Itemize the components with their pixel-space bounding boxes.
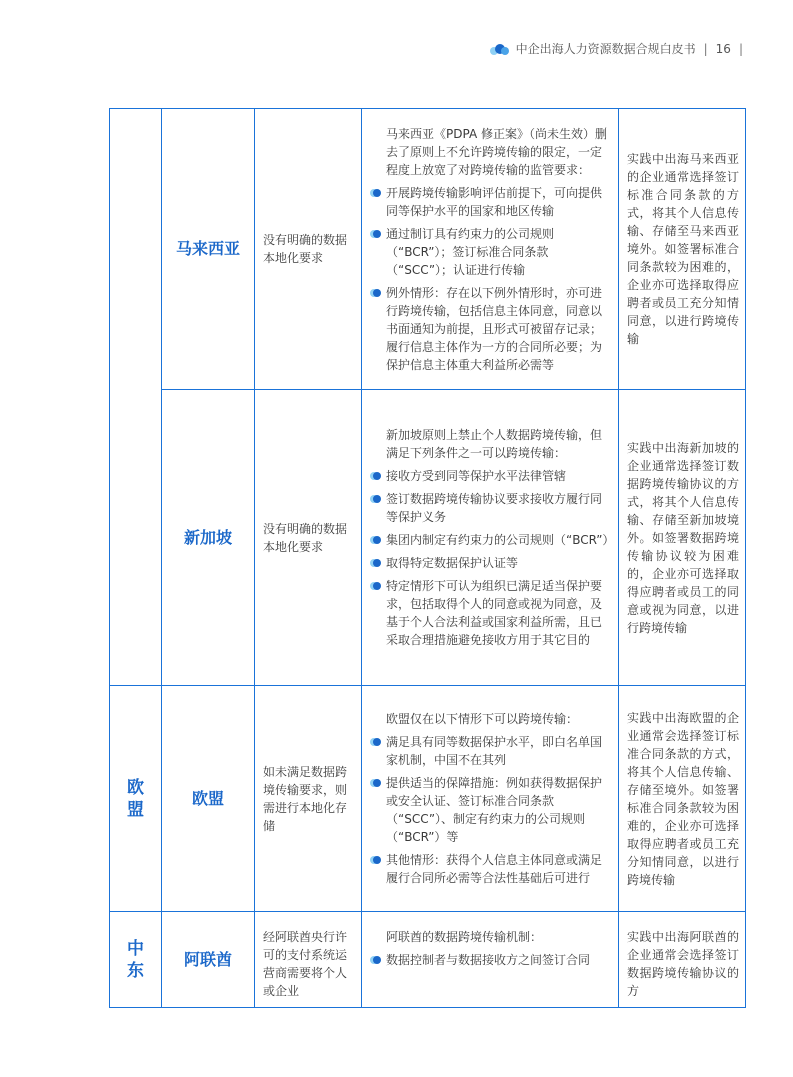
bullet-icon bbox=[370, 288, 381, 298]
table-row bbox=[110, 912, 746, 1008]
practice-cell: 实践中出海阿联酋的企业通常会选择签订数据跨境传输协议的方 bbox=[619, 912, 746, 1008]
bullet-icon bbox=[370, 229, 381, 239]
list-item: 集团内制定有约束力的公司规则（“BCR”） bbox=[370, 531, 610, 549]
list-item: 例外情形：存在以下例外情形时，亦可进行跨境传输，包括信息主体同意，同意以书面通知为前提，且形式可被留存记录；履行信息主体作为一方的合同所必要；为保护信息主体重大利益所必需等 bbox=[370, 284, 610, 374]
requirement-cell: 如未满足数据跨境传输要求，则需进行本地化存储 bbox=[255, 686, 362, 912]
region-cell bbox=[110, 912, 162, 1008]
bullet-icon bbox=[370, 558, 381, 568]
bullet-icon bbox=[370, 188, 381, 198]
header-separator: | bbox=[738, 41, 743, 56]
header-separator: | bbox=[703, 41, 708, 56]
practice-cell: 实践中出海欧盟的企业通常会选择签订标准合同条款的方式，将其个人信息传输、存储至境外。如签署标准合同条款较为困难的，企业亦可选择取得应聘者或员工充分知情同意，以进行跨境传输 bbox=[619, 686, 746, 912]
cloud-logo-icon bbox=[488, 42, 510, 56]
region-cell bbox=[110, 686, 162, 912]
cross-border-transfer-table bbox=[109, 108, 746, 1008]
bullet-icon bbox=[370, 535, 381, 545]
country-cell: 阿联酋 bbox=[162, 912, 255, 1008]
region-label: 欧盟 bbox=[127, 777, 144, 820]
list-item: 其他情形：获得个人信息主体同意或满足履行合同所必需等合法性基础后可进行 bbox=[370, 851, 610, 887]
list-item: 数据控制者与数据接收方之间签订合同 bbox=[370, 951, 610, 969]
detail-intro: 阿联酋的数据跨境传输机制： bbox=[386, 930, 543, 944]
country-cell: 欧盟 bbox=[162, 686, 255, 912]
list-item: 特定情形下可认为组织已满足适当保护要求，包括取得个人的同意或视为同意，及基于个人合法利益或国家利益所需，且已采取合理措施避免接收方用于其它目的 bbox=[370, 577, 610, 649]
detail-intro: 欧盟仅在以下情形下可以跨境传输： bbox=[386, 712, 579, 726]
requirement-cell: 没有明确的数据本地化要求 bbox=[255, 109, 362, 390]
region-label: 中东 bbox=[127, 938, 144, 981]
list-item: 接收方受到同等保护水平法律管辖 bbox=[370, 467, 610, 485]
requirement-cell: 经阿联酋央行许可的支付系统运营商需要将个人或企业 bbox=[255, 912, 362, 1008]
requirement-cell: 没有明确的数据本地化要求 bbox=[255, 390, 362, 686]
table-row bbox=[110, 109, 746, 390]
list-item: 开展跨境传输影响评估前提下，可向提供同等保护水平的国家和地区传输 bbox=[370, 184, 610, 220]
detail-cell bbox=[362, 686, 619, 912]
practice-cell: 实践中出海马来西亚的企业通常选择签订标准合同条款的方式，将其个人信息传输、存储至马来西亚境外。如签署标准合同条款较为困难的，企业亦可选择取得应聘者或员工充分知情同意，以进行跨境传输 bbox=[619, 109, 746, 390]
detail-cell bbox=[362, 109, 619, 390]
bullet-icon bbox=[370, 855, 381, 865]
bullet-icon bbox=[370, 581, 381, 591]
detail-cell bbox=[362, 912, 619, 1008]
practice-cell: 实践中出海新加坡的企业通常选择签订数据跨境传输协议的方式，将其个人信息传输、存储至新加坡境外。如签署数据跨境传输协议较为困难的，企业亦可选择取得应聘者或员工的同意或视为同意，以进行跨境传输 bbox=[619, 390, 746, 686]
bullet-icon bbox=[370, 737, 381, 747]
detail-intro: 新加坡原则上禁止个人数据跨境传输，但满足下列条件之一可以跨境传输： bbox=[386, 428, 603, 460]
list-item: 取得特定数据保护认证等 bbox=[370, 554, 610, 572]
bullet-icon bbox=[370, 494, 381, 504]
list-item: 通过制订具有约束力的公司规则（“BCR”）；签订标准合同条款（“SCC”）；认证进行传输 bbox=[370, 225, 610, 279]
page-number: 16 bbox=[715, 41, 731, 56]
bullet-icon bbox=[370, 471, 381, 481]
region-cell-empty bbox=[110, 109, 162, 686]
table-row bbox=[110, 686, 746, 912]
page-header bbox=[488, 40, 751, 57]
document-title: 中企出海人力资源数据合规白皮书 bbox=[515, 42, 696, 56]
bullet-icon bbox=[370, 955, 381, 965]
detail-cell bbox=[362, 390, 619, 686]
list-item: 提供适当的保障措施：例如获得数据保护或安全认证、签订标准合同条款（“SCC”）、制定有约束力的公司规则（“BCR”）等 bbox=[370, 774, 610, 846]
bullet-icon bbox=[370, 778, 381, 788]
detail-intro: 马来西亚《PDPA 修正案》（尚未生效）删去了原则上不允许跨境传输的限定，一定程度上放宽了对跨境传输的监管要求： bbox=[386, 126, 607, 177]
list-item: 签订数据跨境传输协议要求接收方履行同等保护义务 bbox=[370, 490, 610, 526]
table-row bbox=[110, 390, 746, 686]
list-item: 满足具有同等数据保护水平，即白名单国家机制，中国不在其列 bbox=[370, 733, 610, 769]
country-cell: 新加坡 bbox=[162, 390, 255, 686]
country-cell: 马来西亚 bbox=[162, 109, 255, 390]
